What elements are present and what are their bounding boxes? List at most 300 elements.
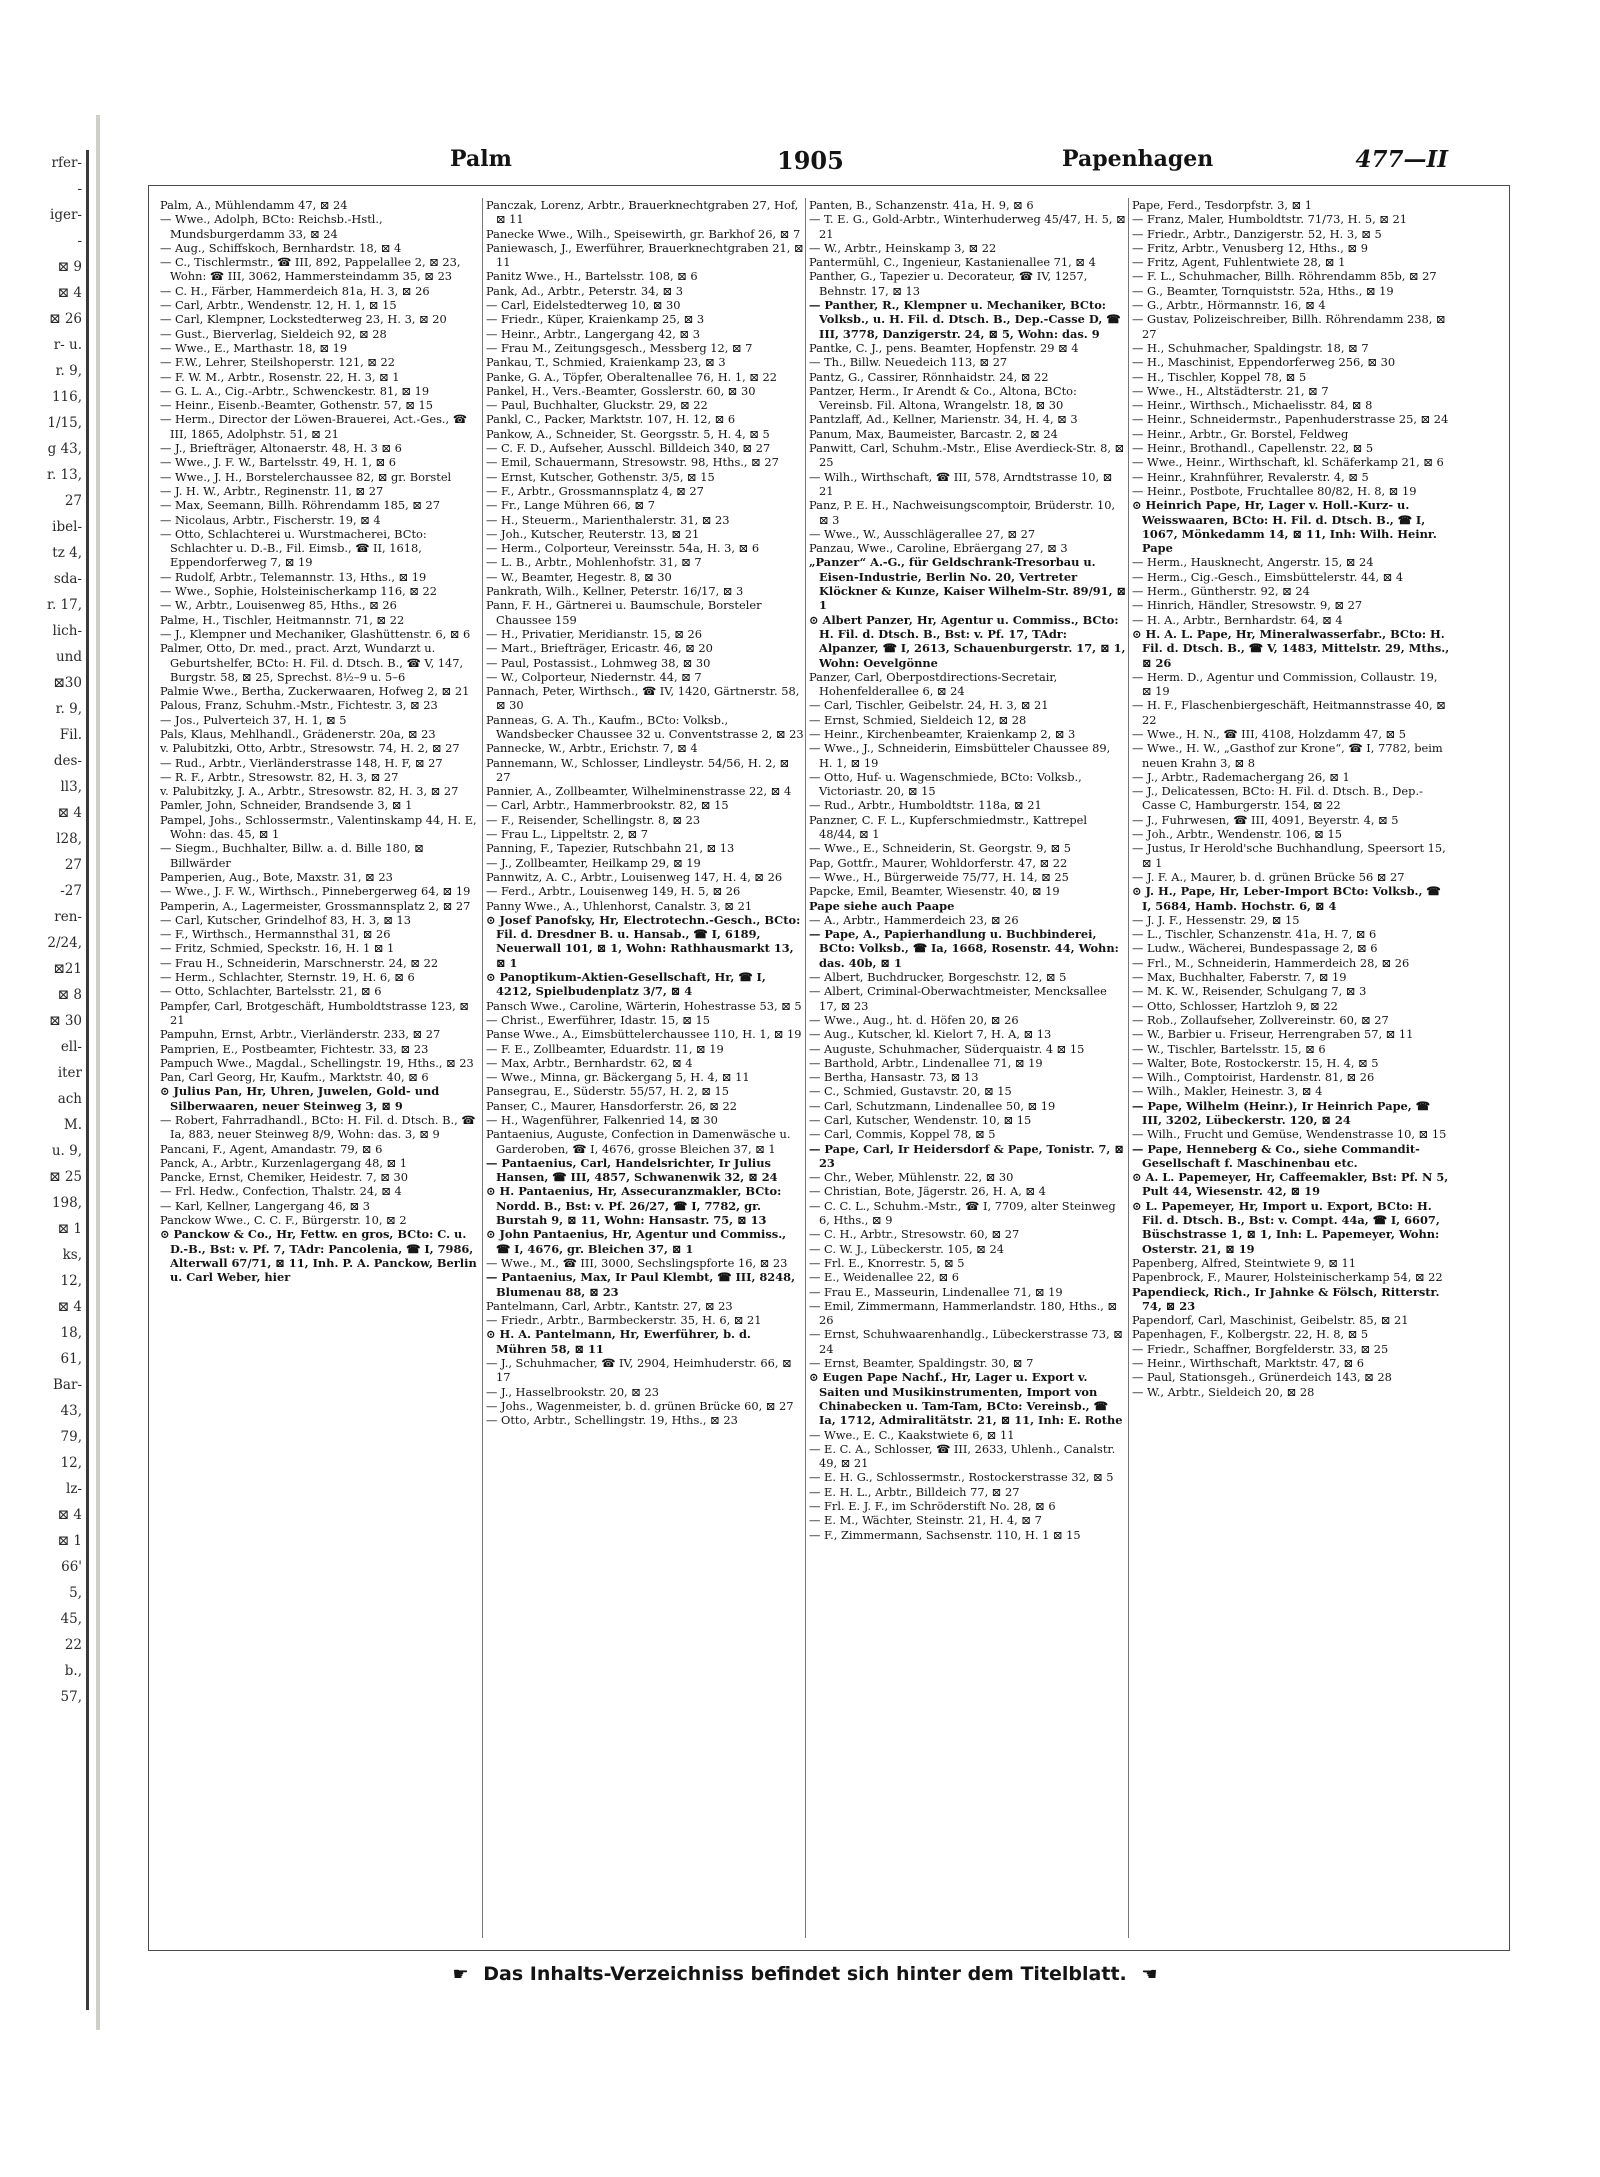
directory-entry: — Ernst, Schuhwaarenhandlg., Lübeckerstrasse 73, ⊠ 24 bbox=[809, 1327, 1123, 1356]
directory-entry: Pankel, H., Vers.-Beamter, Gosslerstr. 60, ⊠ 30 bbox=[486, 383, 756, 398]
book-gutter bbox=[96, 115, 100, 2030]
directory-entry: — J., Fuhrwesen, ☎ III, 4091, Beyerstr. 4, ⊠ 5 bbox=[1132, 812, 1399, 827]
directory-entry: — Paul, Stationsgeh., Grünerdeich 143, ⊠ 28 bbox=[1132, 1370, 1392, 1385]
directory-entry: — Heinr., Arbtr., Gr. Borstel, Feldweg bbox=[1132, 426, 1349, 441]
pointing-hand-right-icon: ☛ bbox=[452, 1964, 469, 1985]
margin-fragment: lz- bbox=[66, 1481, 82, 1497]
directory-entry: — Fr., Lange Mühren 66, ⊠ 7 bbox=[486, 498, 655, 513]
directory-entry: — Pantaenius, Carl, Handelsrichter, Ir Julius Hansen, ☎ III, 4857, Schwanenwik 32, ⊠ 24 bbox=[486, 1155, 778, 1185]
directory-entry: — Auguste, Schuhmacher, Süderquaistr. 4 ⊠ 15 bbox=[809, 1041, 1085, 1056]
margin-fragment: 18, bbox=[60, 1325, 82, 1341]
directory-entry: — C., Tischlermstr., ☎ III, 892, Pappelallee 2, ⊠ 23, Wohn: ☎ III, 3062, Hammersteindamm 35, ⊠ 23 bbox=[160, 255, 461, 284]
directory-entry: — Wwe., J. F. W., Wirthsch., Pinnebergerweg 64, ⊠ 19 bbox=[160, 884, 471, 899]
pointing-hand-left-icon: ☚ bbox=[1141, 1964, 1158, 1985]
directory-entry: Palme, H., Tischler, Heitmannstr. 71, ⊠ 22 bbox=[160, 612, 405, 627]
margin-fragment: Bar- bbox=[53, 1377, 82, 1393]
margin-fragment: r. 17, bbox=[46, 597, 82, 613]
directory-entry: — Heinr., Wirthschaft, Marktstr. 47, ⊠ 6 bbox=[1132, 1356, 1364, 1371]
directory-entry: — F. L., Schuhmacher, Billh. Röhrendamm 85b, ⊠ 27 bbox=[1132, 269, 1437, 284]
directory-entry: — Chr., Weber, Mühlenstr. 22, ⊠ 30 bbox=[809, 1170, 1014, 1185]
directory-entry: — L. B., Arbtr., Mohlenhofstr. 31, ⊠ 7 bbox=[486, 555, 702, 570]
directory-entry: Pamperin, A., Lagermeister, Grossmannsplatz 2, ⊠ 27 bbox=[160, 898, 471, 913]
directory-entry: Panke, G. A., Töpfer, Oberaltenallee 76, H. 1, ⊠ 22 bbox=[486, 369, 778, 384]
directory-entry: — G., Beamter, Tornquiststr. 52a, Hths., ⊠ 19 bbox=[1132, 283, 1394, 298]
directory-entry: — Albert, Buchdrucker, Borgeschstr. 12, ⊠ 5 bbox=[809, 970, 1067, 985]
directory-entry: — Herm., Director der Löwen-Brauerei, Act.-Ges., ☎ III, 1865, Adolphstr. 51, ⊠ 21 bbox=[160, 412, 467, 441]
directory-entry: — W., Arbtr., Heinskamp 3, ⊠ 22 bbox=[809, 240, 997, 255]
directory-entry: Panneas, G. A. Th., Kaufm., BCto: Volksb., Wandsbecker Chaussee 32 u. Conventstrasse 2, ⊠ 23 bbox=[486, 712, 804, 741]
directory-entry: — Wwe., E., Marthastr. 18, ⊠ 19 bbox=[160, 340, 348, 355]
directory-column-2 bbox=[482, 198, 804, 1938]
margin-fragment: tz 4, bbox=[52, 545, 82, 561]
margin-fragment: ⊠ 26 bbox=[49, 311, 82, 327]
directory-entry: — Wwe., J., Schneiderin, Eimsbütteler Chaussee 89, H. 1, ⊠ 19 bbox=[809, 741, 1111, 770]
directory-entry: — Ernst, Beamter, Spaldingstr. 30, ⊠ 7 bbox=[809, 1356, 1034, 1371]
directory-entry: Palmer, Otto, Dr. med., pract. Arzt, Wundarzt u. Geburtshelfer, BCto: H. Fil. d. Dtsch. B., ☎ V, 147, Burgstr. 58, ⊠ 25, Sprechst. 8½–9 u. 5–6 bbox=[160, 641, 464, 684]
margin-fragment: und bbox=[55, 649, 82, 665]
directory-entry: — G., Arbtr., Hörmannstr. 16, ⊠ 4 bbox=[1132, 298, 1326, 313]
directory-entry: Panczak, Lorenz, Arbtr., Brauerknechtgraben 27, Hof, ⊠ 11 bbox=[486, 198, 799, 227]
directory-entry: — Emil, Schauermann, Stresowstr. 98, Hths., ⊠ 27 bbox=[486, 455, 779, 470]
directory-entry: — Wwe., J. F. W., Bartelsstr. 49, H. 1, ⊠ 6 bbox=[160, 455, 397, 470]
directory-entry: Panse Wwe., A., Eimsbüttelerchaussee 110, H. 1, ⊠ 19 bbox=[486, 1027, 802, 1042]
margin-fragment: rfer- bbox=[51, 155, 82, 171]
directory-entry: ⊙ Josef Panofsky, Hr, Electrotechn.-Gesch., BCto: Fil. d. Dresdner B. u. Hansab., ☎ I, 6189, Neuerwall 101, ⊠ 1, Wohn: Rathhausmarkt 13, ⊠ 1 bbox=[486, 912, 801, 970]
directory-entry: — Heinr., Eisenb.-Beamter, Gothenstr. 57, ⊠ 15 bbox=[160, 398, 434, 413]
directory-entry: — Heinr., Kirchenbeamter, Kraienkamp 2, ⊠ 3 bbox=[809, 726, 1076, 741]
directory-entry: — T. E. G., Gold-Arbtr., Winterhuderweg 45/47, H. 5, ⊠ 21 bbox=[809, 212, 1126, 241]
margin-fragment: r- u. bbox=[53, 337, 82, 353]
margin-fragment: 1/15, bbox=[47, 415, 82, 431]
page-number: 477—II bbox=[1355, 146, 1448, 173]
directory-entry: — C., Schmied, Gustavstr. 20, ⊠ 15 bbox=[809, 1084, 1012, 1099]
directory-entry: Panum, Max, Baumeister, Barcastr. 2, ⊠ 24 bbox=[809, 426, 1058, 441]
directory-entry: — Ferd., Arbtr., Louisenweg 149, H. 5, ⊠ 26 bbox=[486, 884, 741, 899]
directory-entry: — F., Wirthsch., Hermannsthal 31, ⊠ 26 bbox=[160, 927, 391, 942]
directory-entry: — R. F., Arbtr., Stresowstr. 82, H. 3, ⊠ 27 bbox=[160, 769, 399, 784]
directory-entry: Pals, Klaus, Mehlhandl., Grädenerstr. 20a, ⊠ 23 bbox=[160, 726, 436, 741]
directory-entry: — Herm., Hausknecht, Angerstr. 15, ⊠ 24 bbox=[1132, 555, 1374, 570]
directory-entry: — C. C. L., Schuhm.-Mstr., ☎ I, 7709, alter Steinweg 6, Hths., ⊠ 9 bbox=[809, 1198, 1116, 1228]
directory-entry: Pank, Ad., Arbtr., Peterstr. 34, ⊠ 3 bbox=[486, 283, 684, 298]
margin-fragment: iter bbox=[57, 1065, 82, 1081]
directory-entry: Papenberg, Alfred, Steintwiete 9, ⊠ 11 bbox=[1132, 1255, 1357, 1270]
directory-entry: — Fritz, Agent, Fuhlentwiete 28, ⊠ 1 bbox=[1132, 255, 1346, 270]
directory-entry: — Aug., Kutscher, kl. Kielort 7, H. A, ⊠ 13 bbox=[809, 1027, 1052, 1042]
directory-entry: — Carl, Tischler, Geibelstr. 24, H. 3, ⊠ 21 bbox=[809, 698, 1049, 713]
directory-entry: — Heinr., Arbtr., Langergang 42, ⊠ 3 bbox=[486, 326, 700, 341]
directory-entry: — J., Arbtr., Rademachergang 26, ⊠ 1 bbox=[1132, 769, 1350, 784]
directory-entry: — Paul, Postassist., Lohmweg 38, ⊠ 30 bbox=[486, 655, 711, 670]
directory-entry: — Wwe., H., Altstädterstr. 21, ⊠ 7 bbox=[1132, 383, 1329, 398]
directory-column-4 bbox=[1128, 198, 1450, 1938]
directory-entry: — Fritz, Schmied, Speckstr. 16, H. 1 ⊠ 1 bbox=[160, 941, 395, 956]
directory-entry: — Frau H., Schneiderin, Marschnerstr. 24, ⊠ 22 bbox=[160, 955, 439, 970]
margin-fragment: lich- bbox=[52, 623, 82, 639]
head-first-entry: Palm bbox=[450, 146, 512, 172]
directory-entry: — Mart., Briefträger, Ericastr. 46, ⊠ 20 bbox=[486, 641, 713, 656]
directory-entry: — Max, Seemann, Billh. Röhrendamm 185, ⊠ 27 bbox=[160, 498, 441, 513]
directory-entry: — Aug., Schiffskoch, Bernhardstr. 18, ⊠ 4 bbox=[160, 240, 402, 255]
directory-entry: Pantzer, Herm., Ir Arendt & Co., Altona, BCto: Vereinsb. Fil. Altona, Wrangelstr. 18, ⊠ 30 bbox=[809, 383, 1077, 413]
directory-entry: Pankrath, Wilh., Kellner, Peterstr. 16/17, ⊠ 3 bbox=[486, 584, 744, 599]
directory-entry: Papenhagen, F., Kolbergstr. 22, H. 8, ⊠ 5 bbox=[1132, 1327, 1369, 1342]
directory-entry: Papendieck, Rich., Ir Jahnke & Fölsch, Ritterstr. 74, ⊠ 23 bbox=[1132, 1284, 1440, 1313]
directory-entry: — F. W. M., Arbtr., Rosenstr. 22, H. 3, ⊠ 1 bbox=[160, 369, 400, 384]
margin-fragment: 27 bbox=[64, 857, 82, 873]
directory-entry: Pansegrau, E., Süderstr. 55/57, H. 2, ⊠ 15 bbox=[486, 1084, 730, 1099]
margin-fragment: ⊠ 8 bbox=[57, 987, 82, 1003]
directory-entry: — Gust., Bierverlag, Sieldeich 92, ⊠ 28 bbox=[160, 326, 387, 341]
margin-fragment: 79, bbox=[60, 1429, 82, 1445]
directory-entry: — Pape, A., Papierhandlung u. Buchbinderei, BCto: Volksb., ☎ Ia, 1668, Rosenstr. 44, Wohn: das. 40b, ⊠ 1 bbox=[809, 927, 1119, 970]
directory-entry: — Karl, Kellner, Langergang 46, ⊠ 3 bbox=[160, 1198, 371, 1213]
directory-entry: — Frl. E. J. F., im Schröderstift No. 28, ⊠ 6 bbox=[809, 1499, 1056, 1514]
directory-entry: — E., Weidenallee 22, ⊠ 6 bbox=[809, 1270, 960, 1285]
directory-entry: Pannecke, W., Arbtr., Erichstr. 7, ⊠ 4 bbox=[486, 741, 698, 756]
directory-entry: Pampfer, Carl, Brotgeschäft, Humboldtstrasse 123, ⊠ 21 bbox=[160, 998, 469, 1027]
margin-fragment: 43, bbox=[60, 1403, 82, 1419]
directory-entry: — C. F. D., Aufseher, Ausschl. Billdeich 340, ⊠ 27 bbox=[486, 441, 771, 456]
directory-entry: — Carl, Kutscher, Grindelhof 83, H. 3, ⊠ 13 bbox=[160, 912, 412, 927]
directory-entry: Pann, F. H., Gärtnerei u. Baumschule, Borsteler Chaussee 159 bbox=[486, 598, 762, 627]
margin-fragment: 198, bbox=[51, 1195, 82, 1211]
directory-entry: — Ludw., Wächerei, Bundespassage 2, ⊠ 6 bbox=[1132, 941, 1378, 956]
directory-entry: Papcke, Emil, Beamter, Wiesenstr. 40, ⊠ 19 bbox=[809, 884, 1060, 899]
margin-fragment: iger- bbox=[50, 207, 82, 223]
directory-entry: Pan, Carl Georg, Hr, Kaufm., Marktstr. 40, ⊠ 6 bbox=[160, 1070, 429, 1085]
directory-entry: Pantzlaff, Ad., Kellner, Marienstr. 34, H. 4, ⊠ 3 bbox=[809, 412, 1078, 427]
directory-entry: — Carl, Kutscher, Wendenstr. 10, ⊠ 15 bbox=[809, 1113, 1032, 1127]
margin-fragment: r. 13, bbox=[46, 467, 82, 483]
margin-fragment: 12, bbox=[60, 1273, 82, 1289]
directory-entry: — W., Arbtr., Louisenweg 85, Hths., ⊠ 26 bbox=[160, 598, 397, 613]
directory-entry: Pantermühl, C., Ingenieur, Kastanienallee 71, ⊠ 4 bbox=[809, 255, 1096, 270]
margin-fragment: ⊠ 4 bbox=[57, 805, 82, 821]
directory-entry: Panzner, C. F. L., Kupferschmiedmstr., Kattrepel 48/44, ⊠ 1 bbox=[809, 812, 1088, 842]
directory-entry: — Wwe., H. W., „Gasthof zur Krone“, ☎ I, 7782, beim neuen Krahn 3, ⊠ 8 bbox=[1132, 741, 1443, 770]
directory-entry: — G. L. A., Cig.-Arbtr., Schwenckestr. 81, ⊠ 19 bbox=[160, 383, 430, 398]
directory-entry: — Frl. Hedw., Confection, Thalstr. 24, ⊠ 4 bbox=[160, 1184, 402, 1199]
directory-entry: — Walter, Bote, Rostockerstr. 15, H. 4, ⊠ 5 bbox=[1132, 1055, 1379, 1070]
directory-entry: — Wwe., W., Ausschlägerallee 27, ⊠ 27 bbox=[809, 526, 1036, 541]
directory-entry: — Herm., Güntherstr. 92, ⊠ 24 bbox=[1132, 584, 1310, 599]
directory-entry: — Carl, Klempner, Lockstedterweg 23, H. 3, ⊠ 20 bbox=[160, 312, 447, 327]
directory-entry: ⊙ Heinrich Pape, Hr, Lager v. Holl.-Kurz- u. Weisswaaren, BCto: H. Fil. d. Dtsch. B., ☎ I, 1067, Mönkedamm 14, ⊠ 11, Inh: Wilh. Heinr. Pape bbox=[1132, 498, 1437, 556]
directory-entry: — Max, Buchhalter, Faberstr. 7, ⊠ 19 bbox=[1132, 970, 1347, 985]
directory-entry: Pankow, A., Schneider, St. Georgsstr. 5, H. 4, ⊠ 5 bbox=[486, 426, 770, 441]
directory-entry: Pansch Wwe., Caroline, Wärterin, Hohestrasse 53, ⊠ 5 bbox=[486, 998, 802, 1013]
directory-entry: — Nicolaus, Arbtr., Fischerstr. 19, ⊠ 4 bbox=[160, 512, 381, 527]
margin-fragment: ⊠ 1 bbox=[57, 1221, 82, 1237]
margin-fragment: 61, bbox=[60, 1351, 82, 1367]
directory-entry: Pamperien, Aug., Bote, Maxstr. 31, ⊠ 23 bbox=[160, 869, 393, 884]
directory-entry: — F. E., Zollbeamter, Eduardstr. 11, ⊠ 19 bbox=[486, 1041, 724, 1056]
margin-fragment: 45, bbox=[60, 1611, 82, 1627]
margin-fragment: M. bbox=[63, 1117, 82, 1133]
margin-fragment: Fil. bbox=[59, 727, 82, 743]
directory-entry: Pankl, C., Packer, Marktstr. 107, H. 12, ⊠ 6 bbox=[486, 412, 736, 427]
directory-entry: ⊙ H. A. L. Pape, Hr, Mineralwasserfabr., BCto: H. Fil. d. Dtsch. B., ☎ V, 1483, Mittelstr. 29, Mths., ⊠ 26 bbox=[1132, 626, 1450, 670]
directory-entry: — J. F. A., Maurer, b. d. grünen Brücke 56 ⊠ 27 bbox=[1132, 869, 1405, 884]
directory-entry: — E. M., Wächter, Steinstr. 21, H. 4, ⊠ 7 bbox=[809, 1513, 1042, 1528]
directory-entry: Panecke Wwe., Wilh., Speisewirth, gr. Barkhof 26, ⊠ 7 bbox=[486, 226, 801, 241]
directory-entry: — W., Colporteur, Niedernstr. 44, ⊠ 7 bbox=[486, 669, 702, 684]
directory-entry: Pap, Gottfr., Maurer, Wohldorferstr. 47, ⊠ 22 bbox=[809, 855, 1068, 870]
directory-entry: — Franz, Maler, Humboldtstr. 71/73, H. 5, ⊠ 21 bbox=[1132, 212, 1407, 227]
directory-entry: — J., Zollbeamter, Heilkamp 29, ⊠ 19 bbox=[486, 855, 701, 870]
directory-entry: Pantaenius, Auguste, Confection in Damenwäsche u. Garderoben, ☎ I, 4676, grosse Bleichen 37, ⊠ 1 bbox=[486, 1127, 791, 1156]
directory-entry: — W., Tischler, Bartelsstr. 15, ⊠ 6 bbox=[1132, 1041, 1326, 1056]
directory-entry: — Christ., Ewerführer, Idastr. 15, ⊠ 15 bbox=[486, 1012, 711, 1027]
directory-entry: ⊙ John Pantaenius, Hr, Agentur und Commiss., ☎ I, 4676, gr. Bleichen 37, ⊠ 1 bbox=[486, 1227, 787, 1256]
directory-entry: — W., Beamter, Hegestr. 8, ⊠ 30 bbox=[486, 569, 672, 584]
directory-entry: — J., Hasselbrookstr. 20, ⊠ 23 bbox=[486, 1384, 659, 1399]
directory-entry: Pannwitz, A. C., Arbtr., Louisenweg 147, H. 4, ⊠ 26 bbox=[486, 869, 783, 884]
directory-entry: — Hinrich, Händler, Stresowstr. 9, ⊠ 27 bbox=[1132, 598, 1363, 613]
footer-text: Das Inhalts-Verzeichniss befindet sich hinter dem Titelblatt. bbox=[483, 1963, 1127, 1985]
directory-entry: — Friedr., Küper, Kraienkamp 25, ⊠ 3 bbox=[486, 312, 705, 327]
directory-entry: — Herm., Cig.-Gesch., Eimsbüttelerstr. 44, ⊠ 4 bbox=[1132, 569, 1404, 584]
directory-entry: — E. C. A., Schlosser, ☎ III, 2633, Uhlenh., Canalstr. 49, ⊠ 21 bbox=[809, 1441, 1116, 1471]
directory-entry: — Justus, Ir Herold'sche Buchhandlung, Speersort 15, ⊠ 1 bbox=[1132, 841, 1446, 870]
directory-entry: Pancke, Ernst, Chemiker, Heidestr. 7, ⊠ 30 bbox=[160, 1170, 408, 1185]
directory-entry: Panwitt, Carl, Schuhm.-Mstr., Elise Averdieck-Str. 8, ⊠ 25 bbox=[809, 441, 1125, 470]
directory-entry: ⊙ Julius Pan, Hr, Uhren, Juwelen, Gold- und Silberwaaren, neuer Steinweg 3, ⊠ 9 bbox=[160, 1084, 440, 1113]
margin-fragment: ll3, bbox=[60, 779, 82, 795]
directory-entry: Pannemann, W., Schlosser, Lindleystr. 54/56, H. 2, ⊠ 27 bbox=[486, 755, 790, 784]
directory-entry: Panzau, Wwe., Caroline, Ebräergang 27, ⊠ 3 bbox=[809, 541, 1068, 556]
directory-entry: — Otto, Schlachterei u. Wurstmacherei, BCto: Schlachter u. D.-B., Fil. Eimsb., ☎ II, 1618, Eppendorferweg 7, ⊠ 19 bbox=[160, 526, 427, 570]
directory-entry: ⊙ J. H., Pape, Hr, Leber-Import BCto: Volksb., ☎ I, 5684, Hamb. Hochstr. 6, ⊠ 4 bbox=[1132, 884, 1441, 913]
directory-entry: — Gustav, Polizeischreiber, Billh. Röhrendamm 238, ⊠ 27 bbox=[1132, 312, 1446, 341]
directory-entry: — Fritz, Arbtr., Venusberg 12, Hths., ⊠ 9 bbox=[1132, 240, 1368, 255]
margin-fragment: g 43, bbox=[47, 441, 82, 457]
directory-entry: — H., Maschinist, Eppendorferweg 256, ⊠ 30 bbox=[1132, 355, 1396, 370]
directory-entry: — Carl, Commis, Koppel 78, ⊠ 5 bbox=[809, 1127, 996, 1142]
directory-entry: Pannier, A., Zollbeamter, Wilhelminenstrasse 22, ⊠ 4 bbox=[486, 784, 792, 799]
directory-entry: Pampuhn, Ernst, Arbtr., Vierländerstr. 233, ⊠ 27 bbox=[160, 1027, 441, 1042]
directory-entry: — Frl. E., Knorrestr. 5, ⊠ 5 bbox=[809, 1255, 965, 1270]
directory-entry: — Pape, Henneberg & Co., siehe Commandit-Gesellschaft f. Maschinenbau etc. bbox=[1132, 1141, 1420, 1170]
margin-fragment: ks, bbox=[62, 1247, 82, 1263]
directory-entry: — Friedr., Arbtr., Barmbeckerstr. 35, H. 6, ⊠ 21 bbox=[486, 1313, 762, 1328]
directory-entry: — Panther, R., Klempner u. Mechaniker, BCto: Volksb., u. H. Fil. d. Dtsch. B., Dep.-Casse D, ☎ III, 3778, Danzigerstr. 24, ⊠ 5, Wohn: das. 9 bbox=[809, 298, 1121, 341]
directory-entry: Pancani, F., Agent, Amandastr. 79, ⊠ 6 bbox=[160, 1141, 383, 1156]
directory-entry: v. Palubitzky, J. A., Arbtr., Stresowstr. 82, H. 3, ⊠ 27 bbox=[160, 784, 459, 799]
directory-entry: — F.W., Lehrer, Steilshoperstr. 121, ⊠ 22 bbox=[160, 355, 396, 370]
margin-fragment: ⊠ 30 bbox=[49, 1013, 82, 1029]
margin-fragment: ⊠ 1 bbox=[57, 1533, 82, 1549]
directory-entry: — J. J. F., Hessenstr. 29, ⊠ 15 bbox=[1132, 912, 1300, 927]
directory-entry: — Ernst, Kutscher, Gothenstr. 3/5, ⊠ 15 bbox=[486, 469, 715, 484]
directory-entry: — Rob., Zollaufseher, Zollvereinstr. 60, ⊠ 27 bbox=[1132, 1012, 1389, 1027]
margin-fragment: ⊠21 bbox=[53, 961, 82, 977]
directory-entry: Panckow Wwe., C. C. F., Bürgerstr. 10, ⊠ 2 bbox=[160, 1213, 407, 1228]
margin-fragment: 22 bbox=[64, 1637, 82, 1653]
directory-entry: — Ernst, Schmied, Sieldeich 12, ⊠ 28 bbox=[809, 712, 1027, 727]
directory-columns bbox=[160, 198, 1450, 1938]
margin-fragment: 5, bbox=[69, 1585, 82, 1601]
directory-entry: — J., Klempner und Mechaniker, Glashüttenstr. 6, ⊠ 6 bbox=[160, 626, 471, 641]
directory-entry: — Wwe., Heinr., Wirthschaft, kl. Schäferkamp 21, ⊠ 6 bbox=[1132, 455, 1444, 470]
margin-fragment: 116, bbox=[51, 389, 82, 405]
directory-entry: — E. H. G., Schlossermstr., Rostockerstrasse 32, ⊠ 5 bbox=[809, 1470, 1114, 1485]
footer-note bbox=[395, 1963, 1215, 1993]
margin-fragment: 57, bbox=[60, 1689, 82, 1705]
directory-entry: ⊙ Eugen Pape Nachf., Hr, Lager u. Export v. Saiten und Musikinstrumenten, Import von Chinabecken u. Tam-Tam, BCto: Vereinsb., ☎ Ia, 1712, Admiralitätstr. 21, ⊠ 11, Inh: E. Rothe bbox=[809, 1370, 1123, 1428]
directory-entry: ⊙ A. L. Papemeyer, Hr, Caffeemakler, Bst: Pf. N 5, Pult 44, Wiesenstr. 42, ⊠ 19 bbox=[1132, 1170, 1449, 1199]
head-last-entry: Papenhagen bbox=[1062, 146, 1214, 172]
directory-entry: — Carl, Arbtr., Hammerbrookstr. 82, ⊠ 15 bbox=[486, 798, 729, 813]
directory-entry: — Jos., Pulverteich 37, H. 1, ⊠ 5 bbox=[160, 712, 347, 727]
directory-entry: Palm, A., Mühlendamm 47, ⊠ 24 bbox=[160, 198, 348, 212]
directory-entry: — Friedr., Arbtr., Danzigerstr. 52, H. 3, ⊠ 5 bbox=[1132, 226, 1382, 241]
head-year: 1905 bbox=[777, 146, 844, 175]
directory-entry: Papenbrock, F., Maurer, Holsteinischerkamp 54, ⊠ 22 bbox=[1132, 1270, 1443, 1285]
directory-entry: — F., Zimmermann, Sachsenstr. 110, H. 1 ⊠ 15 bbox=[809, 1527, 1081, 1542]
margin-fragment: 27 bbox=[64, 493, 82, 509]
directory-entry: ⊙ Albert Panzer, Hr, Agentur u. Commiss., BCto: H. Fil. d. Dtsch. B., Bst: v. Pf. 17, TAdr: Alpanzer, ☎ I, 2613, Schauenburgerstr. 17, ⊠ 1, Wohn: Oevelgönne bbox=[809, 612, 1126, 670]
directory-entry: — Wilh., Comptoirist, Hardenstr. 81, ⊠ 26 bbox=[1132, 1070, 1375, 1085]
directory-entry: — Wwe., H. N., ☎ III, 4108, Holzdamm 47, ⊠ 5 bbox=[1132, 726, 1407, 741]
directory-entry: — H., Tischler, Koppel 78, ⊠ 5 bbox=[1132, 369, 1307, 384]
margin-fragment: - bbox=[77, 181, 82, 197]
directory-entry: — J., Delicatessen, BCto: H. Fil. d. Dtsch. B., Dep.-Casse C, Hamburgerstr. 154, ⊠ 22 bbox=[1132, 784, 1423, 813]
directory-entry: — F., Arbtr., Grossmannsplatz 4, ⊠ 27 bbox=[486, 483, 704, 498]
margin-fragment: ⊠ 4 bbox=[57, 1507, 82, 1523]
directory-entry: Panser, C., Maurer, Hansdorferstr. 26, ⊠ 22 bbox=[486, 1098, 738, 1113]
directory-entry: — Wwe., H., Bürgerweide 75/77, H. 14, ⊠ 25 bbox=[809, 869, 1069, 884]
directory-entry: — C. H., Arbtr., Stresowstr. 60, ⊠ 27 bbox=[809, 1227, 1020, 1242]
directory-entry: — Barthold, Arbtr., Lindenallee 71, ⊠ 19 bbox=[809, 1055, 1043, 1070]
directory-entry: — Herm., Schlachter, Sternstr. 19, H. 6, ⊠ 6 bbox=[160, 970, 415, 985]
margin-fragment: l28, bbox=[56, 831, 82, 847]
directory-entry: — Carl, Arbtr., Wendenstr. 12, H. 1, ⊠ 15 bbox=[160, 298, 397, 313]
directory-entry: Pantelmann, Carl, Arbtr., Kantstr. 27, ⊠ 23 bbox=[486, 1298, 733, 1313]
directory-entry: — Rudolf, Arbtr., Telemannstr. 13, Hths., ⊠ 19 bbox=[160, 569, 427, 584]
margin-fragment: b., bbox=[64, 1663, 82, 1679]
directory-entry: — H. F., Flaschenbiergeschäft, Heitmannstrasse 40, ⊠ 22 bbox=[1132, 698, 1446, 727]
directory-entry: ⊙ Panckow & Co., Hr, Fettw. en gros, BCto: C. u. D.-B., Bst: v. Pf. 7, TAdr: Pancolenia, ☎ I, 7986, Alterwall 67/71, ⊠ 11, Inh. P. A. Panckow, Berlin u. Carl Weber, hier bbox=[160, 1227, 477, 1285]
directory-entry: — Wwe., E., Schneiderin, St. Georgstr. 9, ⊠ 5 bbox=[809, 841, 1072, 856]
directory-entry: „Panzer“ A.-G., für Geldschrank-Tresorbau u. Eisen-Industrie, Berlin No. 20, Vertreter Klöckner & Kunze, Kaiser Wilhelm-Str. 89/91, ⊠ 1 bbox=[809, 555, 1127, 613]
directory-entry: — Otto, Schlosser, Hartzloh 9, ⊠ 22 bbox=[1132, 998, 1338, 1013]
margin-fragment: r. 9, bbox=[55, 363, 82, 379]
directory-entry: — Rud., Arbtr., Humboldtstr. 118a, ⊠ 21 bbox=[809, 798, 1042, 813]
directory-entry: Pankau, T., Schmied, Kraienkamp 23, ⊠ 3 bbox=[486, 355, 726, 370]
directory-entry: Pampel, Johs., Schlossermstr., Valentinskamp 44, H. E, Wohn: das. 45, ⊠ 1 bbox=[160, 812, 477, 842]
directory-entry: Panther, G., Tapezier u. Decorateur, ☎ IV, 1257, Behnstr. 17, ⊠ 13 bbox=[809, 269, 1088, 298]
directory-entry: Pantke, C. J., pens. Beamter, Hopfenstr. 29 ⊠ 4 bbox=[809, 340, 1079, 355]
directory-entry: — C. W. J., Lübeckerstr. 105, ⊠ 24 bbox=[809, 1241, 1004, 1256]
directory-entry: — Pantaenius, Max, Ir Paul Klembt, ☎ III, 8248, Blumenau 88, ⊠ 23 bbox=[486, 1270, 796, 1299]
directory-entry: — Friedr., Schaffner, Borgfelderstr. 33, ⊠ 25 bbox=[1132, 1341, 1389, 1356]
directory-entry: — Pape, Carl, Ir Heidersdorf & Pape, Tonistr. 7, ⊠ 23 bbox=[809, 1141, 1124, 1170]
margin-fragment: ibel- bbox=[52, 519, 82, 535]
directory-entry: — Albert, Criminal-Oberwachtmeister, Mencksallee 17, ⊠ 23 bbox=[809, 984, 1107, 1013]
directory-entry: — Wwe., E. C., Kaakstwiete 6, ⊠ 11 bbox=[809, 1427, 1015, 1442]
margin-fragment: r. 9, bbox=[55, 701, 82, 717]
directory-entry: ⊙ Panoptikum-Aktien-Gesellschaft, Hr, ☎ I, 4212, Spielbudenplatz 3/7, ⊠ 4 bbox=[486, 970, 766, 999]
directory-entry: Pannach, Peter, Wirthsch., ☎ IV, 1420, Gärtnerstr. 58, ⊠ 30 bbox=[486, 684, 800, 713]
margin-fragment: ach bbox=[57, 1091, 82, 1107]
directory-entry: Panning, F., Tapezier, Rutschbahn 21, ⊠ 13 bbox=[486, 841, 735, 856]
margin-fragment: ell- bbox=[60, 1039, 82, 1055]
directory-entry: — Paul, Buchhalter, Gluckstr. 29, ⊠ 22 bbox=[486, 398, 708, 413]
directory-entry: — Wwe., Minna, gr. Bäckergang 5, H. 4, ⊠ 11 bbox=[486, 1070, 750, 1085]
margin-fragment: ren- bbox=[54, 909, 82, 925]
directory-entry: — Johs., Wagenmeister, b. d. grünen Brücke 60, ⊠ 27 bbox=[486, 1398, 794, 1413]
directory-entry: — W., Arbtr., Sieldeich 20, ⊠ 28 bbox=[1132, 1384, 1315, 1399]
directory-entry: — Heinr., Schneidermstr., Papenhuderstrasse 25, ⊠ 24 bbox=[1132, 412, 1449, 427]
directory-entry: — Robert, Fahrradhandl., BCto: H. Fil. d. Dtsch. B., ☎ Ia, 883, neuer Steinweg 8/9, Wohn: das. 3, ⊠ 9 bbox=[160, 1113, 476, 1142]
directory-entry: Palous, Franz, Schuhm.-Mstr., Fichtestr. 3, ⊠ 23 bbox=[160, 698, 438, 713]
margin-fragment: sda- bbox=[53, 571, 82, 587]
directory-entry: — H., Privatier, Meridianstr. 15, ⊠ 26 bbox=[486, 626, 702, 641]
margin-fragment: ⊠30 bbox=[53, 675, 82, 691]
directory-entry: — Max, Arbtr., Bernhardstr. 62, ⊠ 4 bbox=[486, 1055, 693, 1070]
margin-fragment: -27 bbox=[60, 883, 82, 899]
directory-entry: Palmie Wwe., Bertha, Zuckerwaaren, Hofweg 2, ⊠ 21 bbox=[160, 684, 470, 699]
directory-entry: — Wilh., Wirthschaft, ☎ III, 578, Arndtstrasse 10, ⊠ 21 bbox=[809, 469, 1113, 498]
directory-entry: — Joh., Kutscher, Reuterstr. 13, ⊠ 21 bbox=[486, 526, 700, 541]
directory-entry: — Pape, Wilhelm (Heinr.), Ir Heinrich Pape, ☎ III, 3202, Lübeckerstr. 120, ⊠ 24 bbox=[1132, 1098, 1430, 1127]
directory-entry: — Frl., M., Schneiderin, Hammerdeich 28, ⊠ 26 bbox=[1132, 955, 1410, 970]
directory-entry: ⊙ L. Papemeyer, Hr, Import u. Export, BCto: H. Fil. d. Dtsch. B., Bst: v. Compt. 44a, ☎ I, 6607, Büschstrasse 1, ⊠ 1, Inh: L. Papemeyer, Wohn: Osterstr. 21, ⊠ 19 bbox=[1132, 1198, 1440, 1256]
directory-entry: — Rud., Arbtr., Vierländerstrasse 148, H. F, ⊠ 27 bbox=[160, 755, 443, 770]
directory-entry: — Th., Billw. Neuedeich 113, ⊠ 27 bbox=[809, 355, 1008, 370]
directory-entry: — M. K. W., Reisender, Schulgang 7, ⊠ 3 bbox=[1132, 984, 1367, 999]
margin-fragment: ⊠ 4 bbox=[57, 1299, 82, 1315]
directory-entry: — Wwe., Aug., ht. d. Höfen 20, ⊠ 26 bbox=[809, 1012, 1019, 1027]
directory-entry: Pamler, John, Schneider, Brandsende 3, ⊠ 1 bbox=[160, 798, 413, 813]
directory-column-1 bbox=[160, 198, 478, 1938]
directory-entry: Panny Wwe., A., Uhlenhorst, Canalstr. 3, ⊠ 21 bbox=[486, 898, 753, 913]
directory-entry: — Wwe., M., ☎ III, 3000, Sechslingspforte 16, ⊠ 23 bbox=[486, 1255, 788, 1270]
directory-entry: — F., Reisender, Schellingstr. 8, ⊠ 23 bbox=[486, 812, 701, 827]
directory-entry: Panitz Wwe., H., Bartelsstr. 108, ⊠ 6 bbox=[486, 269, 698, 284]
directory-entry: Papendorf, Carl, Maschinist, Geibelstr. 85, ⊠ 21 bbox=[1132, 1313, 1409, 1328]
directory-entry: — Emil, Zimmermann, Hammerlandstr. 180, Hths., ⊠ 26 bbox=[809, 1298, 1118, 1328]
directory-entry: ⊙ H. A. Pantelmann, Hr, Ewerführer, b. d. Mühren 58, ⊠ 11 bbox=[486, 1327, 751, 1356]
directory-entry: Pape, Ferd., Tesdorpfstr. 3, ⊠ 1 bbox=[1132, 198, 1312, 212]
directory-entry: — J., Briefträger, Altonaerstr. 48, H. 3 ⊠ 6 bbox=[160, 441, 402, 456]
directory-entry: — J. H. W., Arbtr., Reginenstr. 11, ⊠ 27 bbox=[160, 483, 384, 498]
directory-entry: — Wwe., J. H., Borstelerchaussee 82, ⊠ gr. Borstel bbox=[160, 469, 452, 484]
directory-entry: — Heinr., Krahnführer, Revalerstr. 4, ⊠ 5 bbox=[1132, 469, 1369, 484]
directory-entry: — C. H., Färber, Hammerdeich 81a, H. 3, ⊠ 26 bbox=[160, 283, 430, 298]
directory-entry: — Otto, Arbtr., Schellingstr. 19, Hths., ⊠ 23 bbox=[486, 1413, 738, 1428]
directory-entry: Panck, A., Arbtr., Kurzenlagergang 48, ⊠ 1 bbox=[160, 1155, 407, 1170]
directory-entry: — Christian, Bote, Jägerstr. 26, H. A, ⊠ 4 bbox=[809, 1184, 1046, 1199]
directory-entry: — Otto, Schlachter, Bartelsstr. 21, ⊠ 6 bbox=[160, 984, 382, 999]
directory-entry: Panz, P. E. H., Nachweisungscomptoir, Brüderstr. 10, ⊠ 3 bbox=[809, 498, 1116, 527]
directory-entry: — Wilh., Frucht und Gemüse, Wendenstrasse 10, ⊠ 15 bbox=[1132, 1127, 1447, 1142]
directory-entry: — Bertha, Hansastr. 73, ⊠ 13 bbox=[809, 1070, 979, 1085]
directory-entry: — Siegm., Buchhalter, Billw. a. d. Bille 180, ⊠ Billwärder bbox=[160, 841, 424, 870]
directory-entry: — W., Barbier u. Friseur, Herrengraben 57, ⊠ 11 bbox=[1132, 1027, 1414, 1042]
directory-entry: Pampuch Wwe., Magdal., Schellingstr. 19, Hths., ⊠ 23 bbox=[160, 1055, 474, 1070]
directory-entry: — Wilh., Makler, Heinestr. 3, ⊠ 4 bbox=[1132, 1084, 1323, 1099]
directory-entry: — J., Schuhmacher, ☎ IV, 2904, Heimhuderstr. 66, ⊠ 17 bbox=[486, 1356, 792, 1385]
directory-entry: — Carl, Eidelstedterweg 10, ⊠ 30 bbox=[486, 298, 681, 313]
directory-entry: — Herm., Colporteur, Vereinsstr. 54a, H. 3, ⊠ 6 bbox=[486, 541, 760, 556]
directory-entry: v. Palubitzki, Otto, Arbtr., Stresowstr. 74, H. 2, ⊠ 27 bbox=[160, 741, 460, 756]
margin-fragment: 66' bbox=[61, 1559, 82, 1575]
directory-entry: — A., Arbtr., Hammerdeich 23, ⊠ 26 bbox=[809, 912, 1019, 927]
margin-fragment: ⊠ 25 bbox=[49, 1169, 82, 1185]
